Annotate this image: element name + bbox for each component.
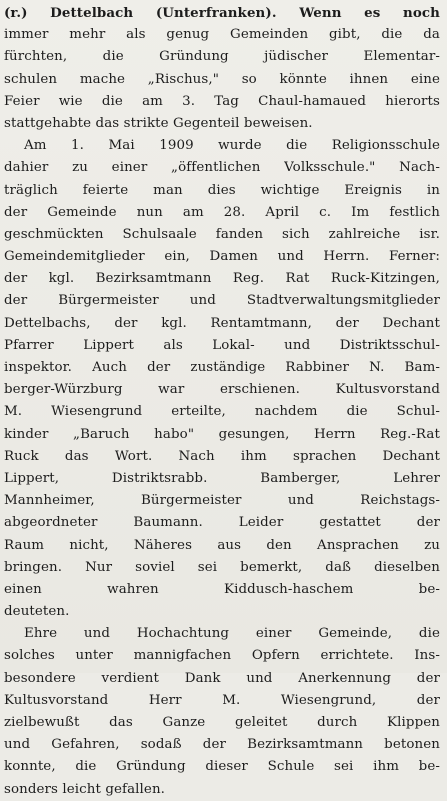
article-paragraph-2 — [4, 135, 440, 623]
text-line: Gemeindemitglieder ein, Damen und Herrn. Ferner: — [4, 249, 440, 265]
text-line: abgeordneter Baumann. Leider gestattet der — [4, 515, 440, 531]
text-line: berger-Würzburg war erschienen. Kultusvorstand — [4, 382, 440, 398]
text-line: träglich feierte man dies wichtige Ereignis in — [4, 182, 440, 198]
text-line: Lippert, Distriktsrabb. Bamberger, Lehrer — [4, 470, 440, 486]
text-line: immer mehr als genug Gemeinden gibt, die da — [4, 27, 440, 43]
text-line: Raum nicht, Näheres aus den Ansprachen zu — [4, 537, 440, 553]
text-line: (r.) Dettelbach (Unterfranken). Wenn es noch — [4, 5, 440, 21]
text-line: solches unter mannigfachen Opfern errichtete. Ins- — [4, 648, 440, 664]
text-line: fürchten, die Gründung jüdischer Elementar- — [4, 49, 440, 65]
text-line: besondere verdient Dank und Anerkennung der — [4, 670, 440, 686]
text-line: Pfarrer Lippert als Lokal- und Distriktsschul- — [4, 337, 440, 353]
text-line: der Gemeinde nun am 28. April c. Im festlich — [4, 204, 440, 220]
text-line: Am 1. Mai 1909 wurde die Religionsschule — [24, 138, 440, 154]
article-paragraph-1 — [4, 2, 440, 135]
text-line: Ehre und Hochachtung einer Gemeinde, die — [24, 626, 440, 642]
text-line: Kultusvorstand Herr M. Wiesengrund, der — [4, 692, 440, 708]
text-line: dahier zu einer „öffentlichen Volksschule." Nach- — [4, 160, 440, 176]
text-line: bringen. Nur soviel sei bemerkt, daß dieselben — [4, 559, 440, 575]
text-line: kinder „Baruch habo" gesungen, Herrn Reg.-Rat — [4, 426, 440, 442]
text-line: schulen mache „Rischus," so könnte ihnen eine — [4, 71, 440, 87]
text-line: der kgl. Bezirksamtmann Reg. Rat Ruck-Kitzingen, — [4, 271, 440, 287]
article-column — [4, 2, 440, 801]
text-line: inspektor. Auch der zuständige Rabbiner N. Bam- — [4, 360, 440, 375]
text-line: Dettelbachs, der kgl. Rentamtmann, der Dechant — [4, 315, 440, 331]
text-line: Feier wie die am 3. Tag Chaul-hamaued hierorts — [4, 93, 440, 109]
text-line: zielbewußt das Ganze geleitet durch Klippen — [4, 715, 440, 730]
text-line: deuteten. — [4, 604, 70, 620]
text-line: geschmückten Schulsaale fanden sich zahlreiche isr. — [4, 226, 440, 242]
text-line: Mannheimer, Bürgermeister und Reichstags- — [4, 493, 440, 509]
text-line: einen wahren Kiddusch-haschem be- — [4, 581, 440, 597]
text-line: sonders leicht gefallen. — [4, 781, 166, 797]
article-paragraph-3 — [4, 623, 440, 801]
text-line: Ruck das Wort. Nach ihm sprachen Dechant — [4, 448, 440, 464]
text-line: konnte, die Gründung dieser Schule sei ihm be- — [4, 759, 440, 775]
text-line: stattgehabte das strikte Gegenteil beweisen. — [4, 115, 313, 131]
text-line: M. Wiesengrund erteilte, nachdem die Schul- — [4, 404, 440, 420]
text-line: der Bürgermeister und Stadtverwaltungsmitglieder — [4, 293, 440, 309]
text-line: und Gefahren, sodaß der Bezirksamtmann betonen — [4, 737, 440, 753]
